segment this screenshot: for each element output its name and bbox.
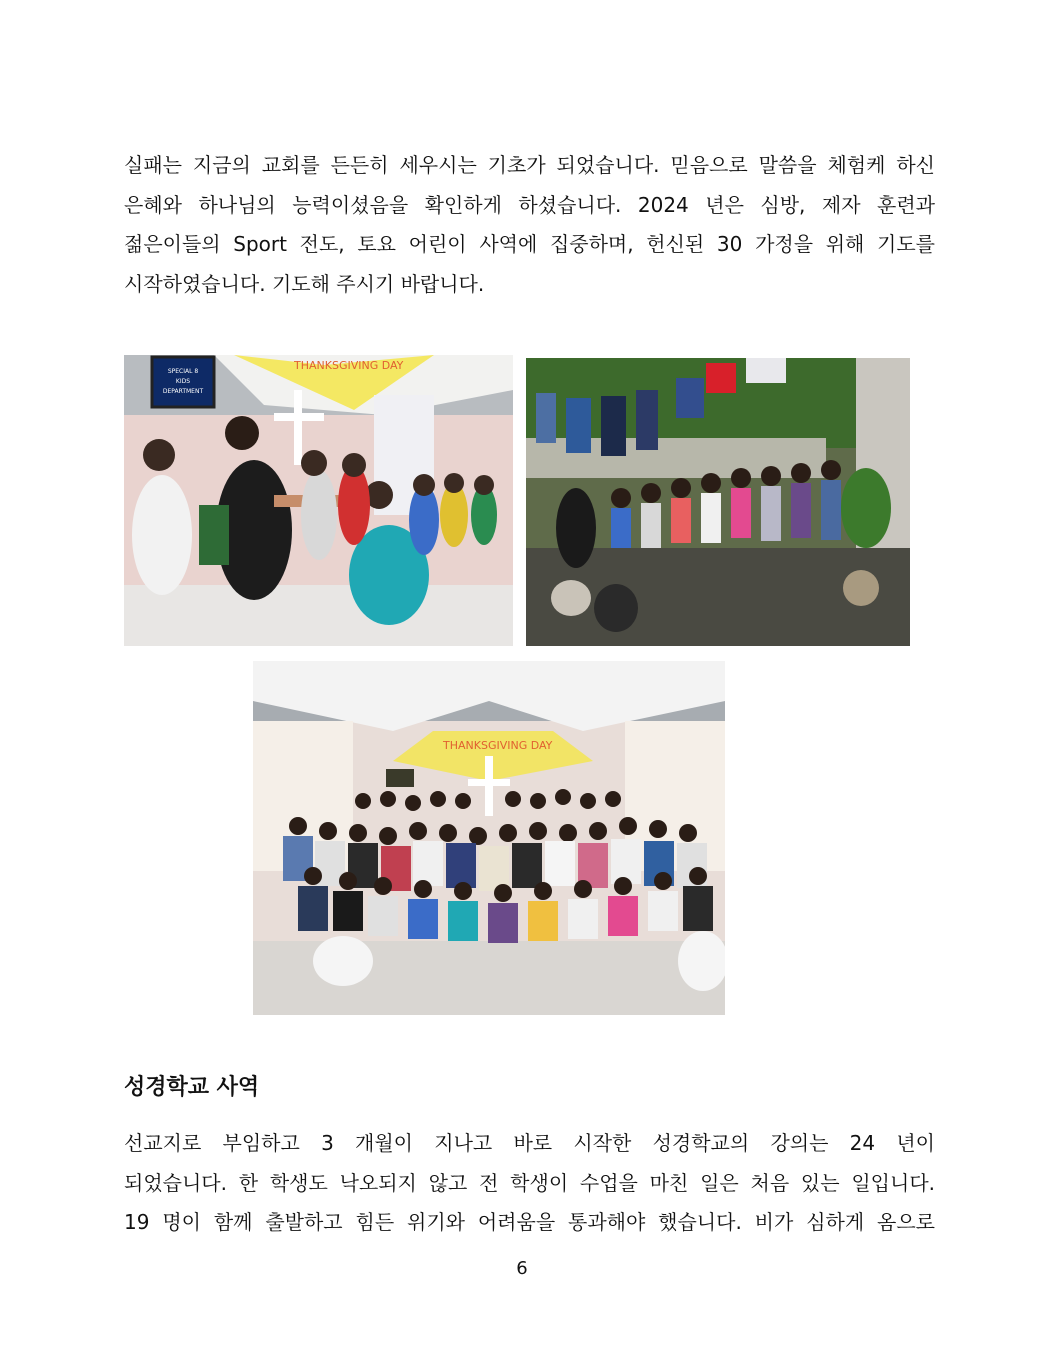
intro-line-4: 시작하였습니다. 기도해 주시기 바랍니다.	[124, 271, 485, 296]
intro-line-2: 은혜와 하나님의 능력이셨음을 확인하게 하셨습니다. 2024 년은 심방, 제자 훈련과	[124, 192, 935, 217]
section-heading: 성경학교 사역	[124, 1075, 260, 1100]
banner-text: THANKSGIVING DAY	[294, 359, 404, 372]
photo-congregation-group	[253, 661, 725, 1015]
section-paragraph	[124, 1124, 935, 1243]
intro-line-3: 젊은이들의 Sport 전도, 토요 어린이 사역에 집중하며, 헌신된 30 가정을 위해 기도를	[124, 232, 935, 256]
photo-children-outdoors	[526, 358, 910, 646]
photo-children-performing	[124, 355, 513, 646]
screen-text-3: DEPARTMENT	[162, 388, 204, 395]
intro-paragraph	[124, 146, 935, 304]
section-line-2: 되었습니다. 한 학생도 낙오되지 않고 전 학생이 수업을 마친 일은 처음 있는 일입니다.	[124, 1170, 935, 1195]
section-line-3: 19 명이 함께 출발하고 힘든 위기와 어려움을 통과해야 했습니다. 비가 심하게 옴으로	[124, 1210, 935, 1234]
screen-text-1: SPECIAL 8	[167, 368, 199, 375]
intro-line-1: 실패는 지금의 교회를 든든히 세우시는 기초가 되었습니다. 믿음으로 말씀을 체험케 하신	[124, 153, 935, 177]
banner-text-2: THANKSGIVING DAY	[443, 739, 553, 752]
page-number: 6	[516, 1258, 528, 1279]
section-line-1: 선교지로 부임하고 3 개월이 지나고 바로 시작한 성경학교의 강의는 24 년이	[124, 1131, 935, 1155]
screen-text-2: KIDS	[175, 378, 191, 385]
